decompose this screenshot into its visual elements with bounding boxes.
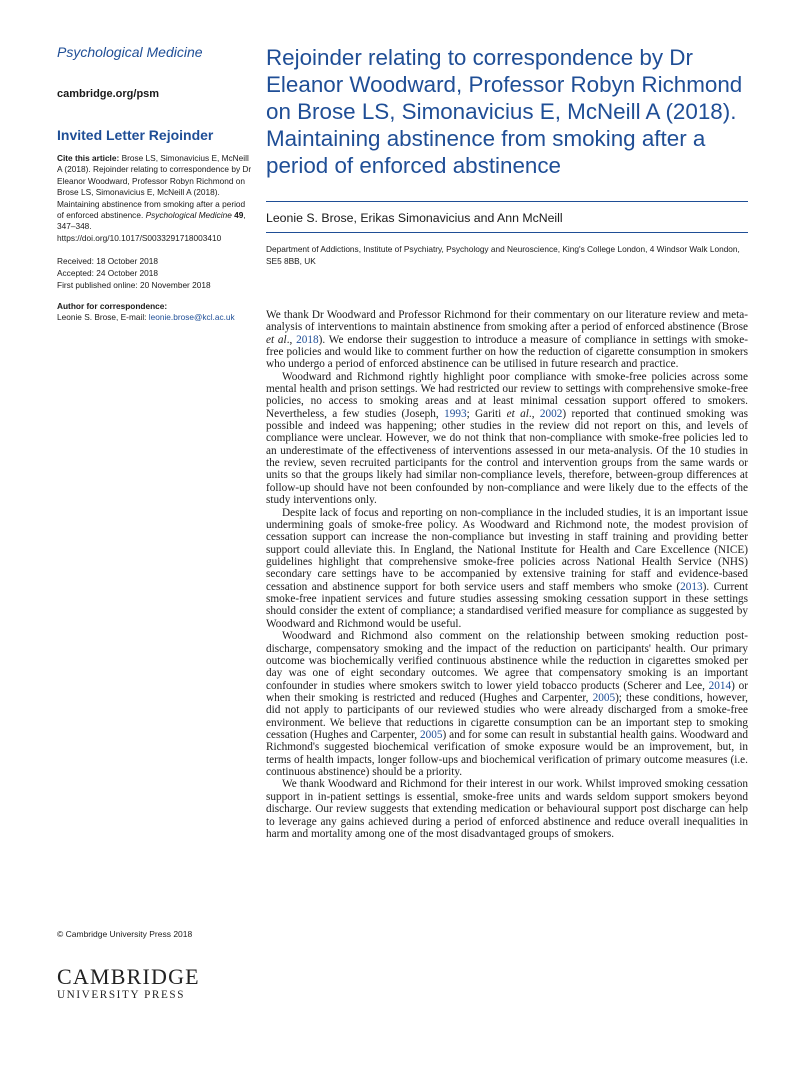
logo-sub-text: UNIVERSITY PRESS	[57, 989, 186, 1001]
citation-label: Cite this article:	[57, 153, 120, 163]
citation-volume: 49	[234, 210, 244, 221]
journal-site-link[interactable]: cambridge.org/psm	[57, 88, 160, 100]
received-date: Received: 18 October 2018	[57, 256, 159, 267]
reference-link[interactable]: 2005	[592, 691, 616, 704]
body-paragraph-1: We thank Dr Woodward and Professor Richmond for their commentary on our literature review and meta-analysis of interventions to maintain abstinence from smoking after a period of enforced abstinence (Brose et al., 2018). We endorse their suggestion to introduce a measure of compliance in settings with smoke-free policies and would like to comment further on how the reduction of cigarette consumption in smokers who undergo a period of enforced abstinence can be utilised in future research and practice.	[266, 308, 749, 371]
accepted-date: Accepted: 24 October 2018	[57, 268, 159, 279]
citation-text: Brose LS, Simonavicius E, McNeill A (2018). Rejoinder relating to correspondence by Dr Eleanor Woodward, Professor Robyn Richmond on Brose LS, Simonavicius E, McNeill A (2018). Maintaining abstinence from smoking after a period of enforced abstinence.	[57, 153, 252, 221]
article-main	[266, 44, 748, 840]
article-type: Invited Letter Rejoinder	[57, 127, 214, 143]
reference-link[interactable]: 2014	[708, 679, 732, 692]
citation-journal: Psychological Medicine	[145, 210, 232, 221]
publisher-logo	[57, 966, 207, 1002]
article-sidebar	[57, 44, 252, 323]
publication-dates	[57, 256, 252, 291]
author-divider	[266, 232, 748, 233]
author-list: Leonie S. Brose, Erikas Simonavicius and Ann McNeill	[266, 211, 563, 225]
body-paragraph-5: We thank Woodward and Richmond for their interest in our work. Whilst improved smoking cessation support in in-patient settings is essential, smoke-free units and wards seldom support smokers beyond discharge. Our review suggests that extending medication or behavioural support post discharge can help to leverage any gains achieved during a period of enforced abstinence and reduce overall inequalities in harm and mortality among one of the most disadvantaged groups of smokers.	[266, 778, 748, 840]
reference-link[interactable]: 1993	[444, 407, 467, 420]
correspondence-name: Leonie S. Brose, E-mail:	[57, 312, 149, 323]
reference-link[interactable]: 2018	[296, 333, 319, 346]
reference-link[interactable]: 2002	[539, 407, 563, 420]
published-date: First published online: 20 November 2018	[57, 279, 211, 290]
body-paragraph-2: Woodward and Richmond rightly highlight poor compliance with smoke-free policies across some mental health and prison settings. We had restricted our review to settings with comprehensive smoke-free policies, no access to smoking areas and at least minimal cessation support offered to smokers. Nevertheless, a few studies (Joseph, 1993; Gariti et al., 2002) reported that continued smoking was possible and indeed was happening; other studies in the review did not report on this, and levels of compliance were unclear. However, we do not think that non-compliance with smoke-free policies led to an underestimate of the effectiveness of interventions assessed in our meta-analysis. Of the 10 studies in the review, seven recruited participants for the control and intervention groups from the same wards or units so that the groups likely had similar non-compliance levels, therefore, between-group differences at follow-up should have not been confounded by non-compliance and were likely due to the effects of the study interventions only.	[266, 370, 748, 507]
article-title: Rejoinder relating to correspondence by Dr Eleanor Woodward, Professor Robyn Richmond on Brose LS, Simonavicius E, McNeill A (2018). Maintaining abstinence from smoking after a period of enforced abstinence	[266, 45, 743, 178]
correspondence-label: Author for correspondence:	[57, 300, 168, 311]
reference-link[interactable]: 2013	[680, 580, 703, 593]
reference-link[interactable]: 2005	[419, 729, 443, 742]
citation-block	[57, 153, 252, 244]
article-body	[266, 309, 748, 840]
affiliation: Department of Addictions, Institute of Psychiatry, Psychology and Neuroscience, King's College London, 4 Windsor Walk London, SE5 8BB, UK	[266, 244, 740, 267]
citation-doi[interactable]: , 347–348. https://doi.org/10.1017/S0033291718003410	[57, 210, 246, 243]
journal-name: Psychological Medicine	[57, 44, 203, 60]
copyright-notice: © Cambridge University Press 2018	[57, 929, 193, 939]
correspondence-block	[57, 301, 252, 324]
body-paragraph-3: Despite lack of focus and reporting on non-compliance in the included studies, it is an important issue undermining goals of smoke-free policy. As Woodward and Richmond note, the modest provision of cessation support can increase the non-compliance but investing in staff training and providing better support could alleviate this. In England, the National Institute for Health and Care Excellence (NICE) guidelines highlight that comprehensive smoke-free policies across National Health Service (NHS) secondary care settings have to be accompanied by extensive training for staff and evidence-based cessation and abstinence support for both service users and staff members who smoke (2013). Current smoke-free inpatient services and future studies assessing smoking cessation support in these settings should consider the extent of compliance; a standardised verified measure for compliance as suggested by Woodward and Richmond would be useful.	[266, 506, 748, 630]
correspondence-email-link[interactable]: leonie.brose@kcl.ac.uk	[148, 312, 235, 323]
logo-main-text: CAMBRIDGE	[57, 964, 200, 989]
body-paragraph-4: Woodward and Richmond also comment on the relationship between smoking reduction post-discharge, compensatory smoking and the impact of the reduction on participants' health. Our primary outcome was biochemically verified continuous abstinence while the reduction in cigarettes smoked per day was one of eight secondary outcomes. We agree that compensatory smoking is an important confounder in studies where smokers switch to lower yield tobacco products (Scherer and Lee, 2014) or when their smoking is restricted and reduced (Hughes and Carpenter, 2005); these conditions, however, did not apply to participants of our reviewed studies who were already discharged from a smoke-free environment. We believe that reductions in cigarette consumption can be an important step to smoking cessation (Hughes and Carpenter, 2005) and for some can result in substantial health gains. Woodward and Richmond's suggested biochemical verification of smoke exposure would be an improvement, but, in terms of health impacts, longer follow-ups and biochemical verification of primary outcome measures (i.e. continuous abstinence) should be a priority.	[266, 630, 749, 779]
